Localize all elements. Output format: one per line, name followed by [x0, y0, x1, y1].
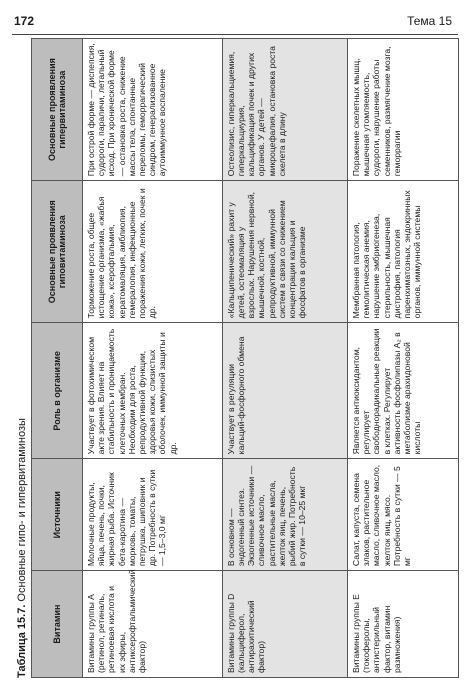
cell-hypovitaminosis: Мембранная патология, гемолитическая анемия, нарушение эмбриогенеза, стерильность, мышечная дистрофия, патология паренхиматозных, эндокринных органов, иммунной системы — [348, 181, 459, 323]
cell-hypervitaminosis: При острой форме — диспепсия, судороги, параличи, летальный исход. При хронической форме — остановка роста, снижение массы тела, спонтанные переломы, геморрагический синдром, генерализованное аутоиммунное воспаление — [83, 39, 223, 181]
caption-text: Основные гипо- и гипервитаминозы — [16, 418, 28, 602]
header-rule — [12, 34, 458, 35]
cell-hypervitaminosis: Поражение скелетных мышц, мышечная утомляемость, судороги, нарушение работы семенников, размягчение мозга, геморрагии — [348, 39, 459, 181]
header-role: Роль в организме — [32, 323, 83, 459]
header-vitamin: Витамин — [32, 571, 83, 678]
vitamin-table-wrapper — [31, 38, 459, 678]
header-hypervitaminosis: Основные проявления гипервитаминоза — [32, 39, 83, 181]
cell-sources: В основном — эндогенный синтез. Экзогенные источники — сливочное масло, растительные масла, желток яиц, печень, рыбий жир. Потребность в сутки — 10–25 мкг — [222, 459, 347, 571]
cell-vitamin: Витамины группы А (ретинол, ретиналь, ретиноевая кислота и их эфиры, антиксерофтальмический фактор) — [83, 571, 223, 678]
cell-role: Участвует в фотохимическом акте зрения. Влияет на стабильность и проницаемость клеточных мембран. Необходим для роста, репродуктивной функции, здоровья кожи, слизистых оболочек, иммунной защиты и др. — [83, 323, 223, 459]
header-hypovitaminosis: Основные проявления гиповитаминоза — [32, 181, 83, 323]
cell-role: Является антиоксидантом, регулирует свободнорадикальные реакции в клетках. Регулирует активность фосфолипазы А₂ в метаболизме арахидоновой кислоты — [348, 323, 459, 459]
table-row — [83, 39, 223, 678]
cell-vitamin: Витамины группы Е (токоферолы, антистерильный фактор, витамин размножения) — [348, 571, 459, 678]
cell-hypervitaminosis: Остеолизис, гиперкальциемия, гиперкальциурия, кальцификация почек и других органов. У детей — микроцефалия, остановка роста скелета в длину — [222, 39, 347, 181]
running-head: Тема 15 — [407, 14, 452, 28]
cell-role: Участвует в регуляции кальций-фосфорного обмена — [222, 323, 347, 459]
cell-hypovitaminosis: Торможение роста, общее истощение организма, «жабья кожа», ксерофтальмия, кератомаляция, амблиопия, гемералопия, инфекционные поражения кожи, легких, почек и др. — [83, 181, 223, 323]
table-row — [222, 39, 347, 678]
cell-hypovitaminosis: «Кальципенический» рахит у детей, остеомаляция у взрослых. Нарушения нервной, мышечной, костной, репродуктивной, иммунной систем в связи со снижением концентрации кальция и фосфатов в организме — [222, 181, 347, 323]
table-caption — [16, 38, 28, 678]
cell-sources: Молочные продукты, яйца, печень, почки, жирная рыба. Источник бета-каротина — морковь, томаты, петрушка, шиповник и др. Потребность в сутки — 1,5–3,0 мг — [83, 459, 223, 571]
page-number: 172 — [14, 14, 35, 28]
cell-sources: Салат, капуста, семена злаков, растительное масло, сливочное масло, желток яиц, мясо. Потребность в сутки — 5 мг — [348, 459, 459, 571]
header-sources: Источники — [32, 459, 83, 571]
table-row — [348, 39, 459, 678]
table-header-row — [32, 39, 83, 678]
caption-label: Таблица 15.7. — [16, 604, 28, 678]
cell-vitamin: Витамины группы D (кальциферол, антирахитический фактор) — [222, 571, 347, 678]
vitamin-table — [31, 38, 459, 678]
